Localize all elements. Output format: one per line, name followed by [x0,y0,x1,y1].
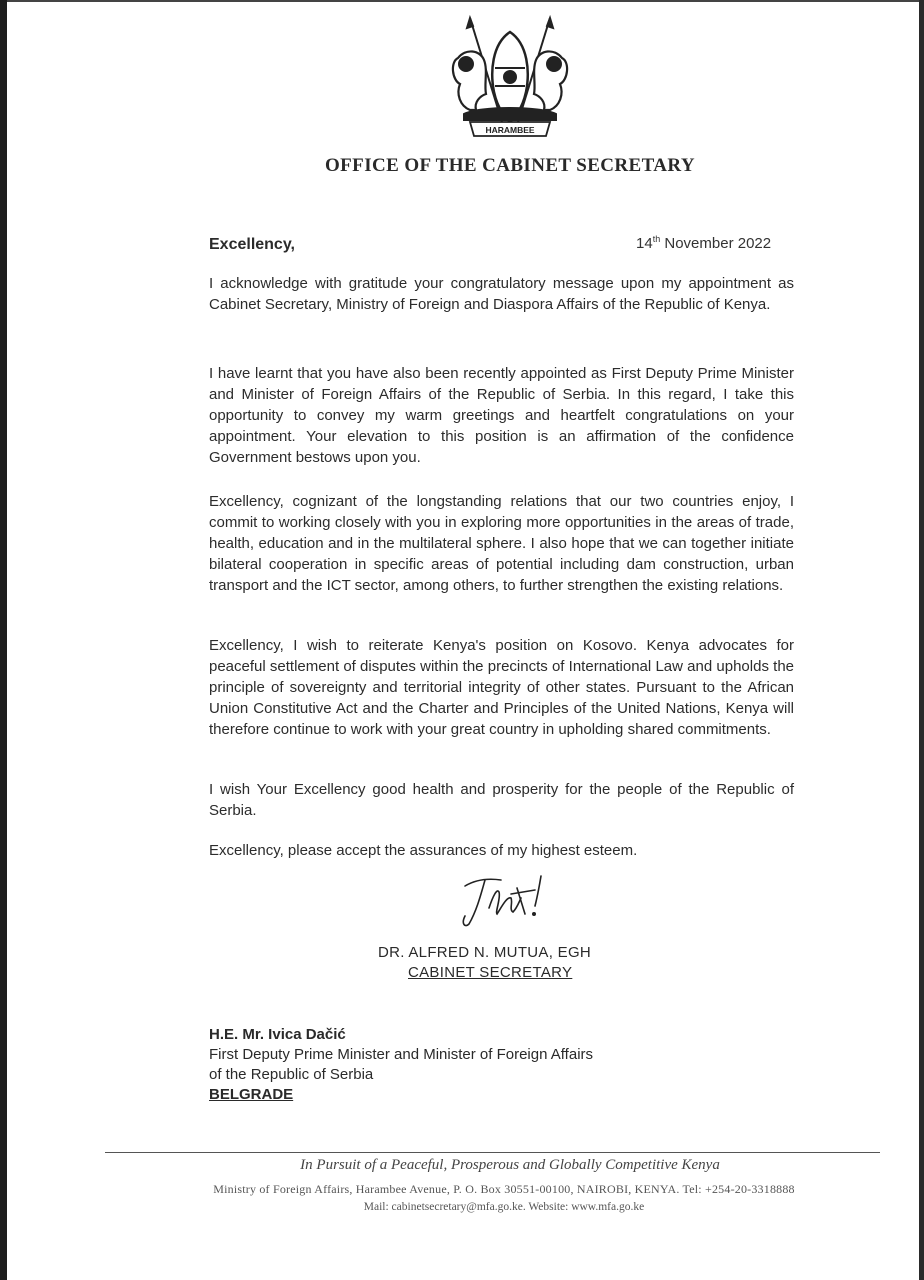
footer-contact: Mail: cabinetsecretary@mfa.go.ke. Website: www.mfa.go.ke [363,1201,645,1213]
body-paragraph: Excellency, cognizant of the longstanding relations that our two countries enjoy, I commit to working closely with you in exploring more opportunities in the areas of trade, health, education and in the multilateral sphere. I also hope that we can together initiate bilateral cooperation in specific areas of potential including dam construction, urban transport and the ICT sector, among others, to further strengthen the existing relations. [209,493,794,594]
addressee-city: BELGRADE [209,1086,294,1103]
date-suffix: th [652,234,661,244]
scan-edge-top [0,0,924,2]
crest-banner-text: HARAMBEE [485,125,535,135]
body-paragraph: Excellency, I wish to reiterate Kenya's position on Kosovo. Kenya advocates for peaceful settlement of disputes within the precincts of International Law and upholds the principle of sovereignty and territorial integrity of other states. Pursuant to the African Union Constitutive Act and the Charter and Principles of the United Nations, Kenya will therefore continue to work with your great country in upholding shared commitments. [209,637,794,738]
footer-address: Ministry of Foreign Affairs, Harambee Avenue, P. O. Box 30551-00100, NAIROBI, KENYA. Tel: +254-20-3318888 [213,1182,795,1196]
addressee-line: of the Republic of Serbia [209,1066,374,1083]
scan-edge-left [0,0,7,1280]
date-rest: November 2022 [660,235,772,252]
date-day: 14 [636,235,653,252]
body-paragraph: I acknowledge with gratitude your congratulatory message upon my appointment as Cabinet Secretary, Ministry of Foreign and Diaspora Affairs of the Republic of Kenya. [209,275,794,313]
letter-date [636,234,771,252]
signer-title: CABINET SECRETARY [408,964,573,981]
office-title: OFFICE OF THE CABINET SECRETARY [325,155,695,176]
kenya-coat-of-arms-icon [440,10,580,140]
scan-edge-right [919,0,924,1280]
signer-name: DR. ALFRED N. MUTUA, EGH [378,944,592,961]
salutation: Excellency, [209,236,295,253]
body-paragraph: I wish Your Excellency good health and prosperity for the people of the Republic of Serbia. [209,781,794,819]
closing-paragraph: Excellency, please accept the assurances of my highest esteem. [209,842,638,859]
addressee-name: H.E. Mr. Ivica Dačić [209,1026,346,1043]
footer-divider [105,1152,880,1153]
body-paragraph: I have learnt that you have also been recently appointed as First Deputy Prime Minister and Minister of Foreign Affairs of the Republic of Serbia. In this regard, I take this opportunity to convey my warm greetings and heartfelt congratulations on your appointment. Your elevation to this position is an affirmation of the confidence Government bestows upon you. [209,365,794,466]
handwritten-signature-icon [455,868,565,930]
addressee-block [209,1025,593,1105]
addressee-line: First Deputy Prime Minister and Minister of Foreign Affairs [209,1046,594,1063]
footer-motto: In Pursuit of a Peaceful, Prosperous and Globally Competitive Kenya [300,1157,720,1173]
